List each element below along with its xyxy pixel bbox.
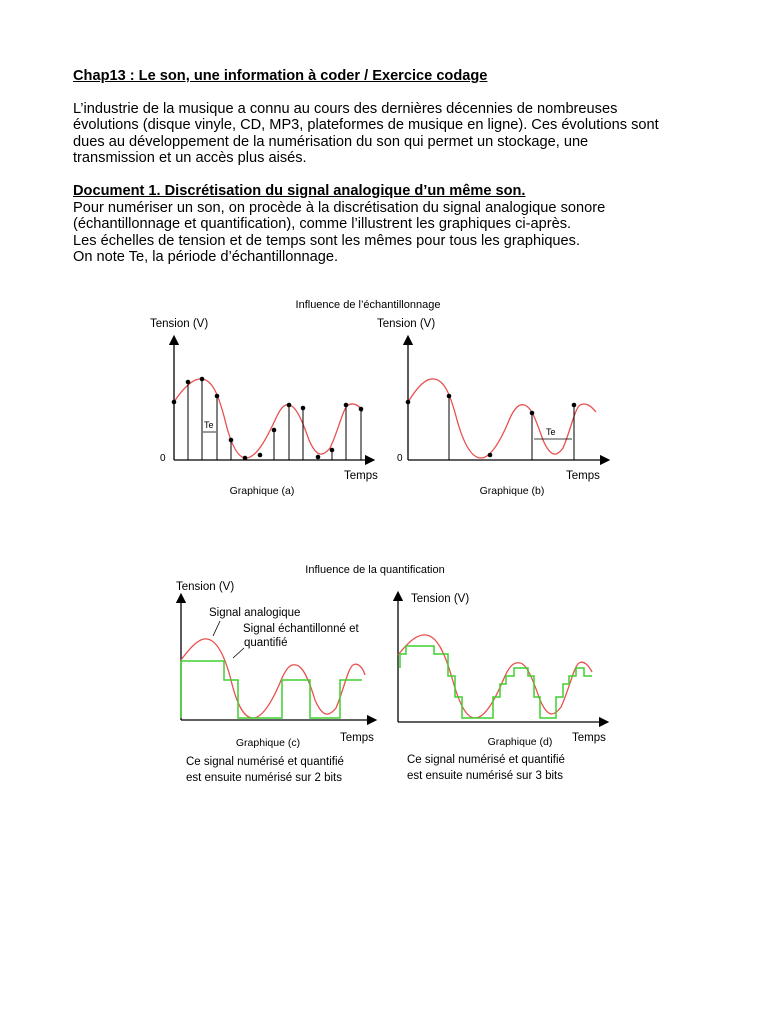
graph-b-caption: Graphique (b) bbox=[479, 485, 545, 497]
graph-d-quantized-signal bbox=[400, 646, 592, 718]
graph-b-sample-points bbox=[406, 394, 577, 458]
quantification-figure bbox=[176, 564, 606, 784]
graph-d-caption: Graphique (d) bbox=[487, 736, 553, 748]
graph-b-te-label: Te bbox=[546, 427, 556, 437]
sampling-title: Influence de l’échantillonnage bbox=[295, 299, 441, 311]
graph-b-ylabel: Tension (V) bbox=[377, 318, 436, 330]
graph-c bbox=[176, 581, 374, 784]
graph-c-analog-label: Signal analogique bbox=[209, 607, 301, 619]
chapter-title: Chap13 : Le son, une information à coder / Exercice codage bbox=[73, 68, 488, 84]
quantification-title: Influence de la quantification bbox=[305, 564, 445, 576]
graph-c-ylabel: Tension (V) bbox=[176, 581, 235, 593]
intro-line-1: L’industrie de la musique a connu au cours des dernières décennies de nombreuses bbox=[73, 100, 618, 117]
graph-a-sample-points bbox=[172, 377, 364, 461]
graph-d-xlabel: Temps bbox=[572, 732, 606, 744]
graph-c-note-2: est ensuite numérisé sur 2 bits bbox=[186, 772, 342, 784]
intro-line-2: évolutions (disque vinyle, CD, MP3, plateformes de musique en ligne). Ces évolutions sont bbox=[73, 117, 659, 134]
graph-a-xlabel: Temps bbox=[344, 470, 378, 482]
graph-d-ylabel: Tension (V) bbox=[411, 593, 470, 605]
graph-a bbox=[150, 318, 378, 497]
graph-d bbox=[398, 593, 606, 782]
intro-line-4: transmission et un accès plus aisés. bbox=[73, 150, 307, 167]
graph-a-zero: 0 bbox=[160, 453, 166, 464]
graph-b-zero: 0 bbox=[397, 453, 403, 464]
graph-d-note-2: est ensuite numérisé sur 3 bits bbox=[407, 770, 563, 782]
graph-d-note-1: Ce signal numérisé et quantifié bbox=[407, 754, 565, 766]
graph-c-analog-curve bbox=[181, 639, 365, 718]
doc1-line-4: On note Te, la période d’échantillonnage. bbox=[73, 249, 339, 266]
graph-c-quant-label-2: quantifié bbox=[244, 637, 288, 649]
graph-a-ylabel: Tension (V) bbox=[150, 318, 209, 330]
graph-a-caption: Graphique (a) bbox=[229, 485, 295, 497]
graph-a-sample-lines bbox=[188, 379, 361, 460]
graph-c-caption: Graphique (c) bbox=[235, 737, 301, 749]
graph-a-te-label: Te bbox=[204, 420, 214, 430]
graph-b-analog-curve bbox=[408, 379, 596, 458]
sampling-figure bbox=[150, 299, 605, 497]
graph-c-analog-pointer bbox=[213, 621, 220, 636]
graph-c-quant-label-1: Signal échantillonné et bbox=[243, 623, 359, 635]
document-1-title: Document 1. Discrétisation du signal analogique d’un même son. bbox=[73, 182, 526, 199]
graph-d-analog-curve bbox=[398, 635, 592, 718]
graph-b bbox=[377, 318, 605, 497]
graph-c-quant-pointer bbox=[233, 648, 244, 658]
doc1-line-2: (échantillonnage et quantification), comme l’illustrent les graphiques ci-après. bbox=[73, 216, 572, 233]
graph-b-xlabel: Temps bbox=[566, 470, 600, 482]
graph-c-xlabel: Temps bbox=[340, 732, 374, 744]
doc1-line-1: Pour numériser un son, on procède à la discrétisation du signal analogique sonore bbox=[73, 199, 606, 216]
graph-c-note-1: Ce signal numérisé et quantifié bbox=[186, 756, 344, 768]
intro-line-3: dues au développement de la numérisation du son qui permet un stockage, une bbox=[73, 133, 589, 150]
doc1-line-3: Les échelles de tension et de temps sont les mêmes pour tous les graphiques. bbox=[73, 232, 581, 249]
